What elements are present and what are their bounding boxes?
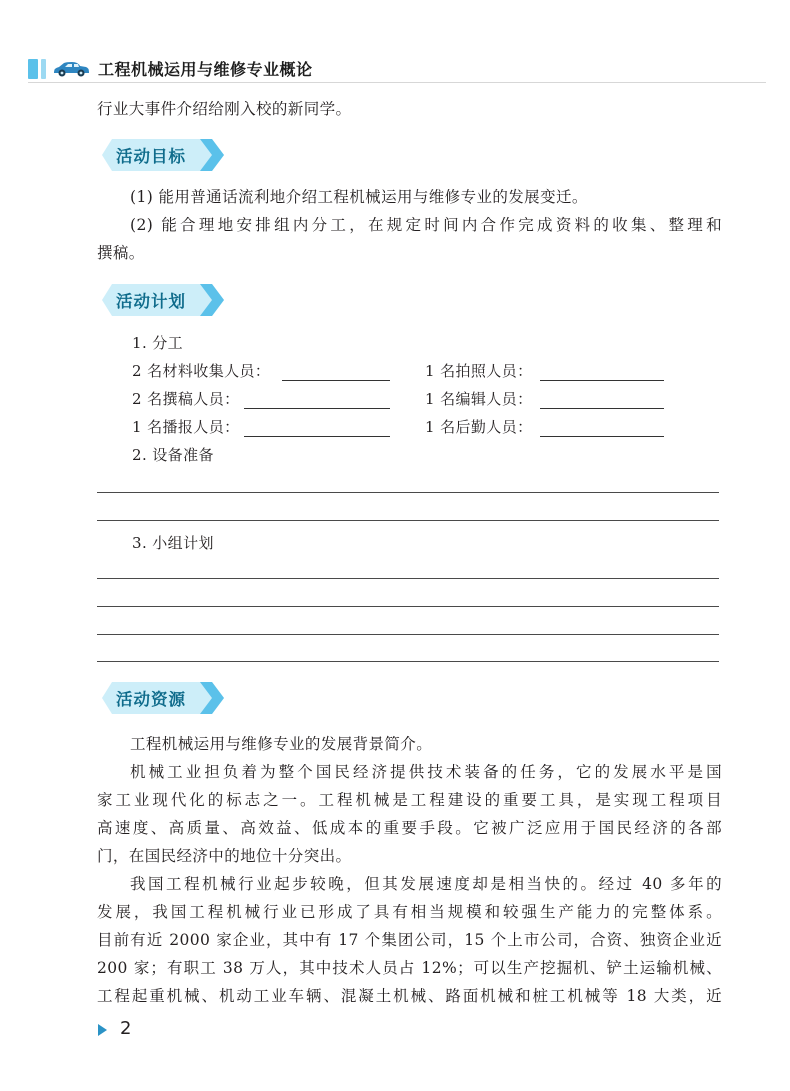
paragraph-2-line: 发展，我国工程机械行业已形成了具有相当规模和较强生产能力的完整体系。 xyxy=(97,903,722,921)
role-label: 2 名材料收集人员： xyxy=(132,362,271,380)
paragraph-1-line: 机械工业担负着为整个国民经济提供技术装备的任务，它的发展水平是国 xyxy=(130,763,722,781)
paragraph-2-line: 目前有近 2000 家企业，其中有 17 个集团公司，15 个上市公司，合资、独资企业近 xyxy=(97,931,722,949)
writing-line[interactable] xyxy=(97,634,719,635)
paragraph-2-line: 我国工程机械行业起步较晚，但其发展速度却是相当快的。经过 40 多年的 xyxy=(130,875,722,893)
car-icon xyxy=(52,60,90,78)
goal-item-2-line-2: 撰稿。 xyxy=(97,244,145,262)
page-arrow-icon xyxy=(98,1024,107,1036)
writing-line[interactable] xyxy=(97,492,719,493)
section-tag-plan-label: 活动计划 xyxy=(116,292,186,311)
equipment-heading: 2. 设备准备 xyxy=(132,446,214,464)
paragraph-1-line: 家工业现代化的标志之一。工程机械是工程建设的重要工具，是实现工程项目 xyxy=(97,791,722,809)
goal-item-1: (1) 能用普通话流利地介绍工程机械运用与维修专业的发展变迁。 xyxy=(130,188,588,206)
running-header-title: 工程机械运用与维修专业概论 xyxy=(98,60,313,79)
goal-item-2-line-1: (2) 能合理地安排组内分工，在规定时间内合作完成资料的收集、整理和 xyxy=(130,216,722,234)
role-blank[interactable] xyxy=(540,380,664,381)
role-label: 1 名编辑人员： xyxy=(425,390,533,408)
paragraph-1-line: 高速度、高质量、高效益、低成本的重要手段。它被广泛应用于国民经济的各部 xyxy=(97,819,722,837)
resources-subtitle: 工程机械运用与维修专业的发展背景简介。 xyxy=(130,735,433,753)
header-accent-bar-thin xyxy=(41,59,46,79)
role-label: 1 名后勤人员： xyxy=(425,418,533,436)
paragraph-2-line: 工程起重机械、机动工业车辆、混凝土机械、路面机械和桩工机械等 18 大类，近 xyxy=(97,987,722,1005)
role-blank[interactable] xyxy=(244,408,390,409)
role-label: 2 名撰稿人员： xyxy=(132,390,240,408)
page-number: 2 xyxy=(120,1018,132,1039)
writing-line[interactable] xyxy=(97,520,719,521)
role-blank[interactable] xyxy=(540,408,664,409)
writing-line[interactable] xyxy=(97,661,719,662)
division-heading: 1. 分工 xyxy=(132,334,184,352)
role-blank[interactable] xyxy=(282,380,390,381)
section-tag-resources-label: 活动资源 xyxy=(116,690,186,709)
role-label: 1 名拍照人员： xyxy=(425,362,533,380)
intro-tail-text: 行业大事件介绍给刚入校的新同学。 xyxy=(97,100,352,118)
running-header xyxy=(0,56,790,82)
header-accent-bar xyxy=(28,59,38,79)
section-tag-resources xyxy=(100,678,230,718)
paragraph-2-line: 200 家；有职工 38 万人，其中技术人员占 12%；可以生产挖掘机、铲土运输机械、 xyxy=(97,959,722,977)
section-tag-goals xyxy=(100,135,230,175)
paragraph-1-line: 门，在国民经济中的地位十分突出。 xyxy=(97,847,352,865)
writing-line[interactable] xyxy=(97,578,719,579)
role-blank[interactable] xyxy=(540,436,664,437)
role-label: 1 名播报人员： xyxy=(132,418,240,436)
section-tag-plan xyxy=(100,280,230,320)
header-divider xyxy=(28,82,766,83)
writing-line[interactable] xyxy=(97,606,719,607)
role-blank[interactable] xyxy=(244,436,390,437)
section-tag-goals-label: 活动目标 xyxy=(116,147,186,166)
group-plan-heading: 3. 小组计划 xyxy=(132,534,214,552)
